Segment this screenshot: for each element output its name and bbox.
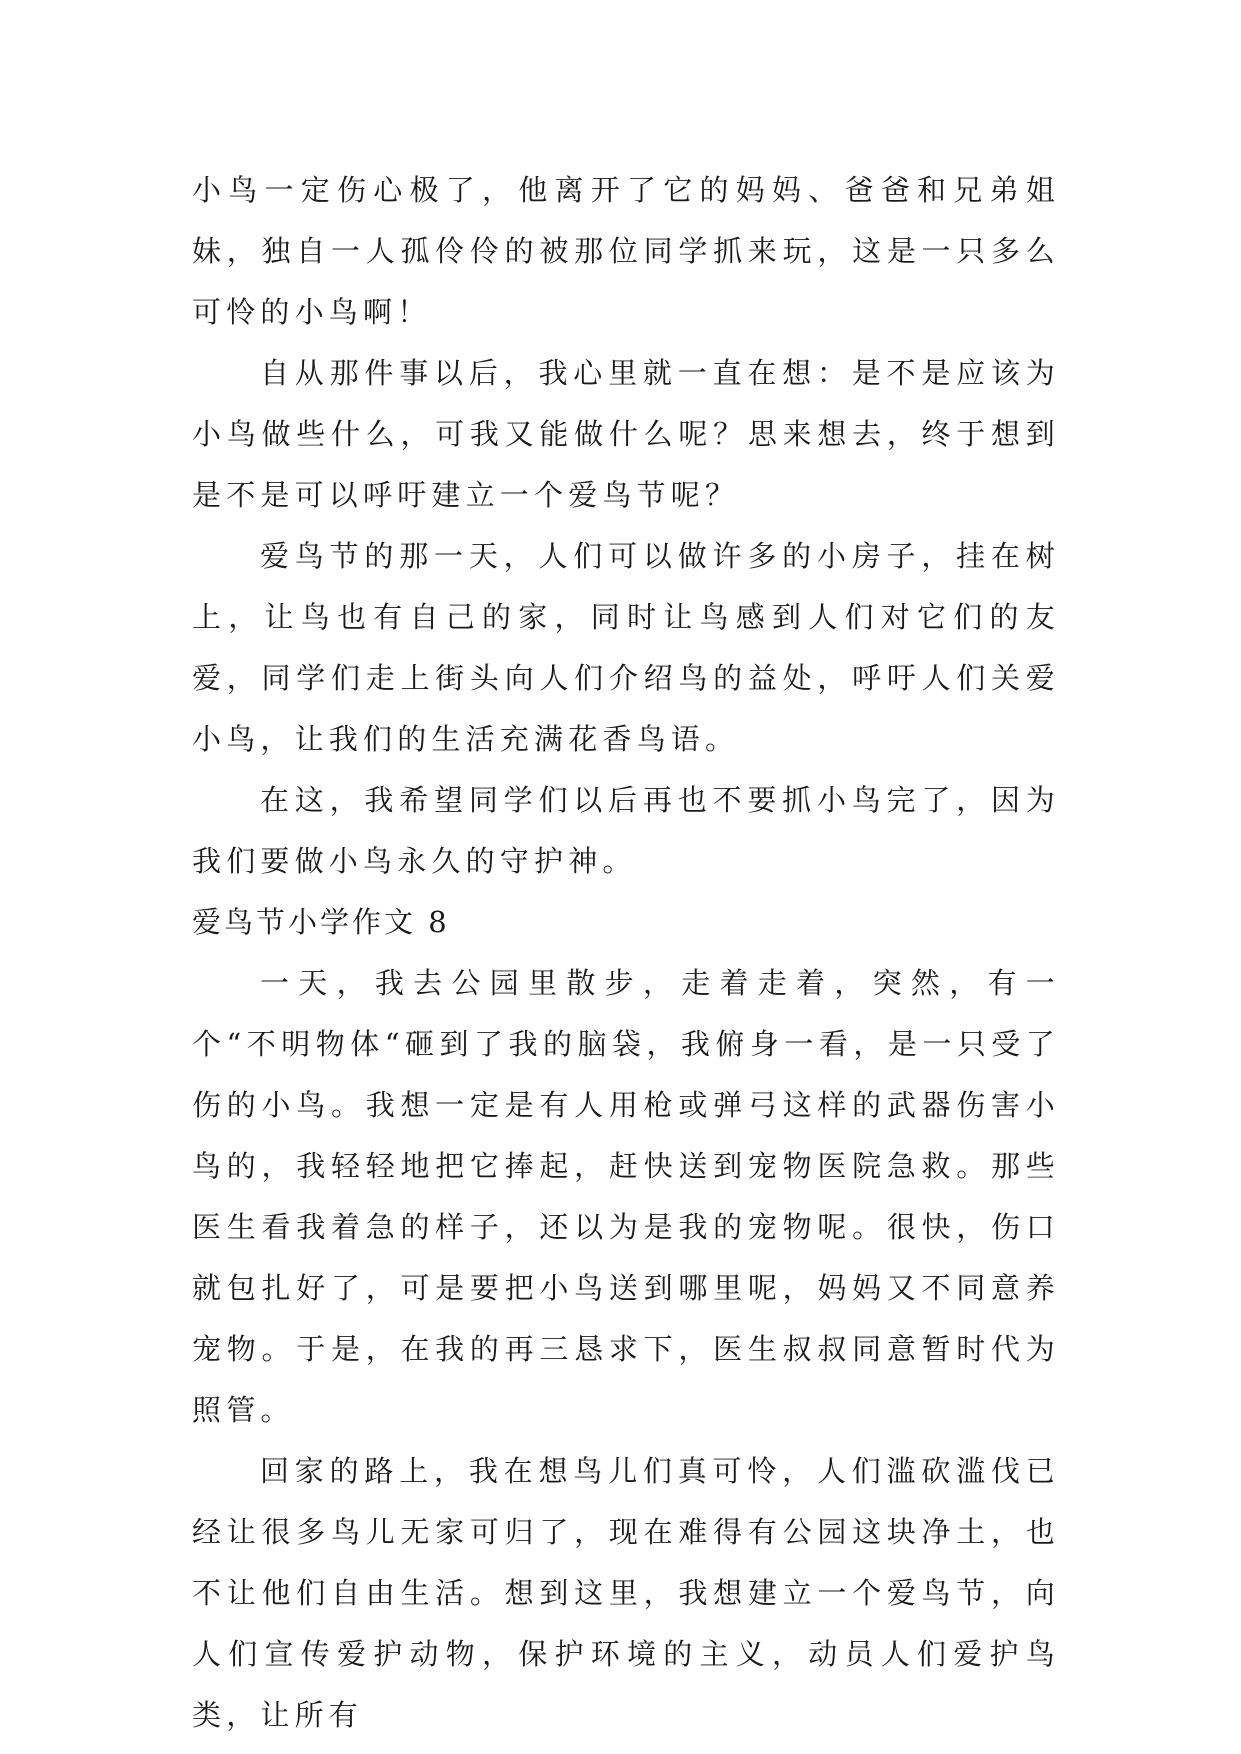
paragraph-2: 自从那件事以后，我心里就一直在想：是不是应该为小鸟做些什么，可我又能做什么呢？思来想去，终于想到是不是可以呼吁建立一个爱鸟节呢？	[192, 356, 1060, 512]
paragraph-1: 小鸟一定伤心极了，他离开了它的妈妈、爸爸和兄弟姐妹，独自一人孤伶伶的被那位同学抓来玩，这是一只多么可怜的小鸟啊！	[192, 173, 1060, 329]
paragraph-4: 在这，我希望同学们以后再也不要抓小鸟完了，因为我们要做小鸟永久的守护神。	[192, 783, 1060, 878]
paragraph-6: 回家的路上，我在想鸟儿们真可怜，人们滥砍滥伐已经让很多鸟儿无家可归了，现在难得有公园这块净土，也不让他们自由生活。想到这里，我想建立一个爱鸟节，向人们宣传爱护动物，保护环境的主义，动员人们爱护鸟类，让所有	[192, 1454, 1060, 1732]
paragraph-5: 一天，我去公园里散步，走着走着，突然，有一个“不明物体“砸到了我的脑袋，我俯身一看，是一只受了伤的小鸟。我想一定是有人用枪或弹弓这样的武器伤害小鸟的，我轻轻地把它捧起，赶快送到宠物医院急救。那些医生看我着急的样子，还以为是我的宠物呢。很快，伤口就包扎好了，可是要把小鸟送到哪里呢，妈妈又不同意养宠物。于是，在我的再三恳求下，医生叔叔同意暂时代为照管。	[192, 966, 1060, 1427]
document-page	[192, 160, 1060, 1746]
section-title: 爱鸟节小学作文 8	[192, 905, 450, 939]
paragraph-3: 爱鸟节的那一天，人们可以做许多的小房子，挂在树上，让鸟也有自己的家，同时让鸟感到人们对它们的友爱，同学们走上街头向人们介绍鸟的益处，呼吁人们关爱小鸟，让我们的生活充满花香鸟语。	[192, 539, 1060, 756]
